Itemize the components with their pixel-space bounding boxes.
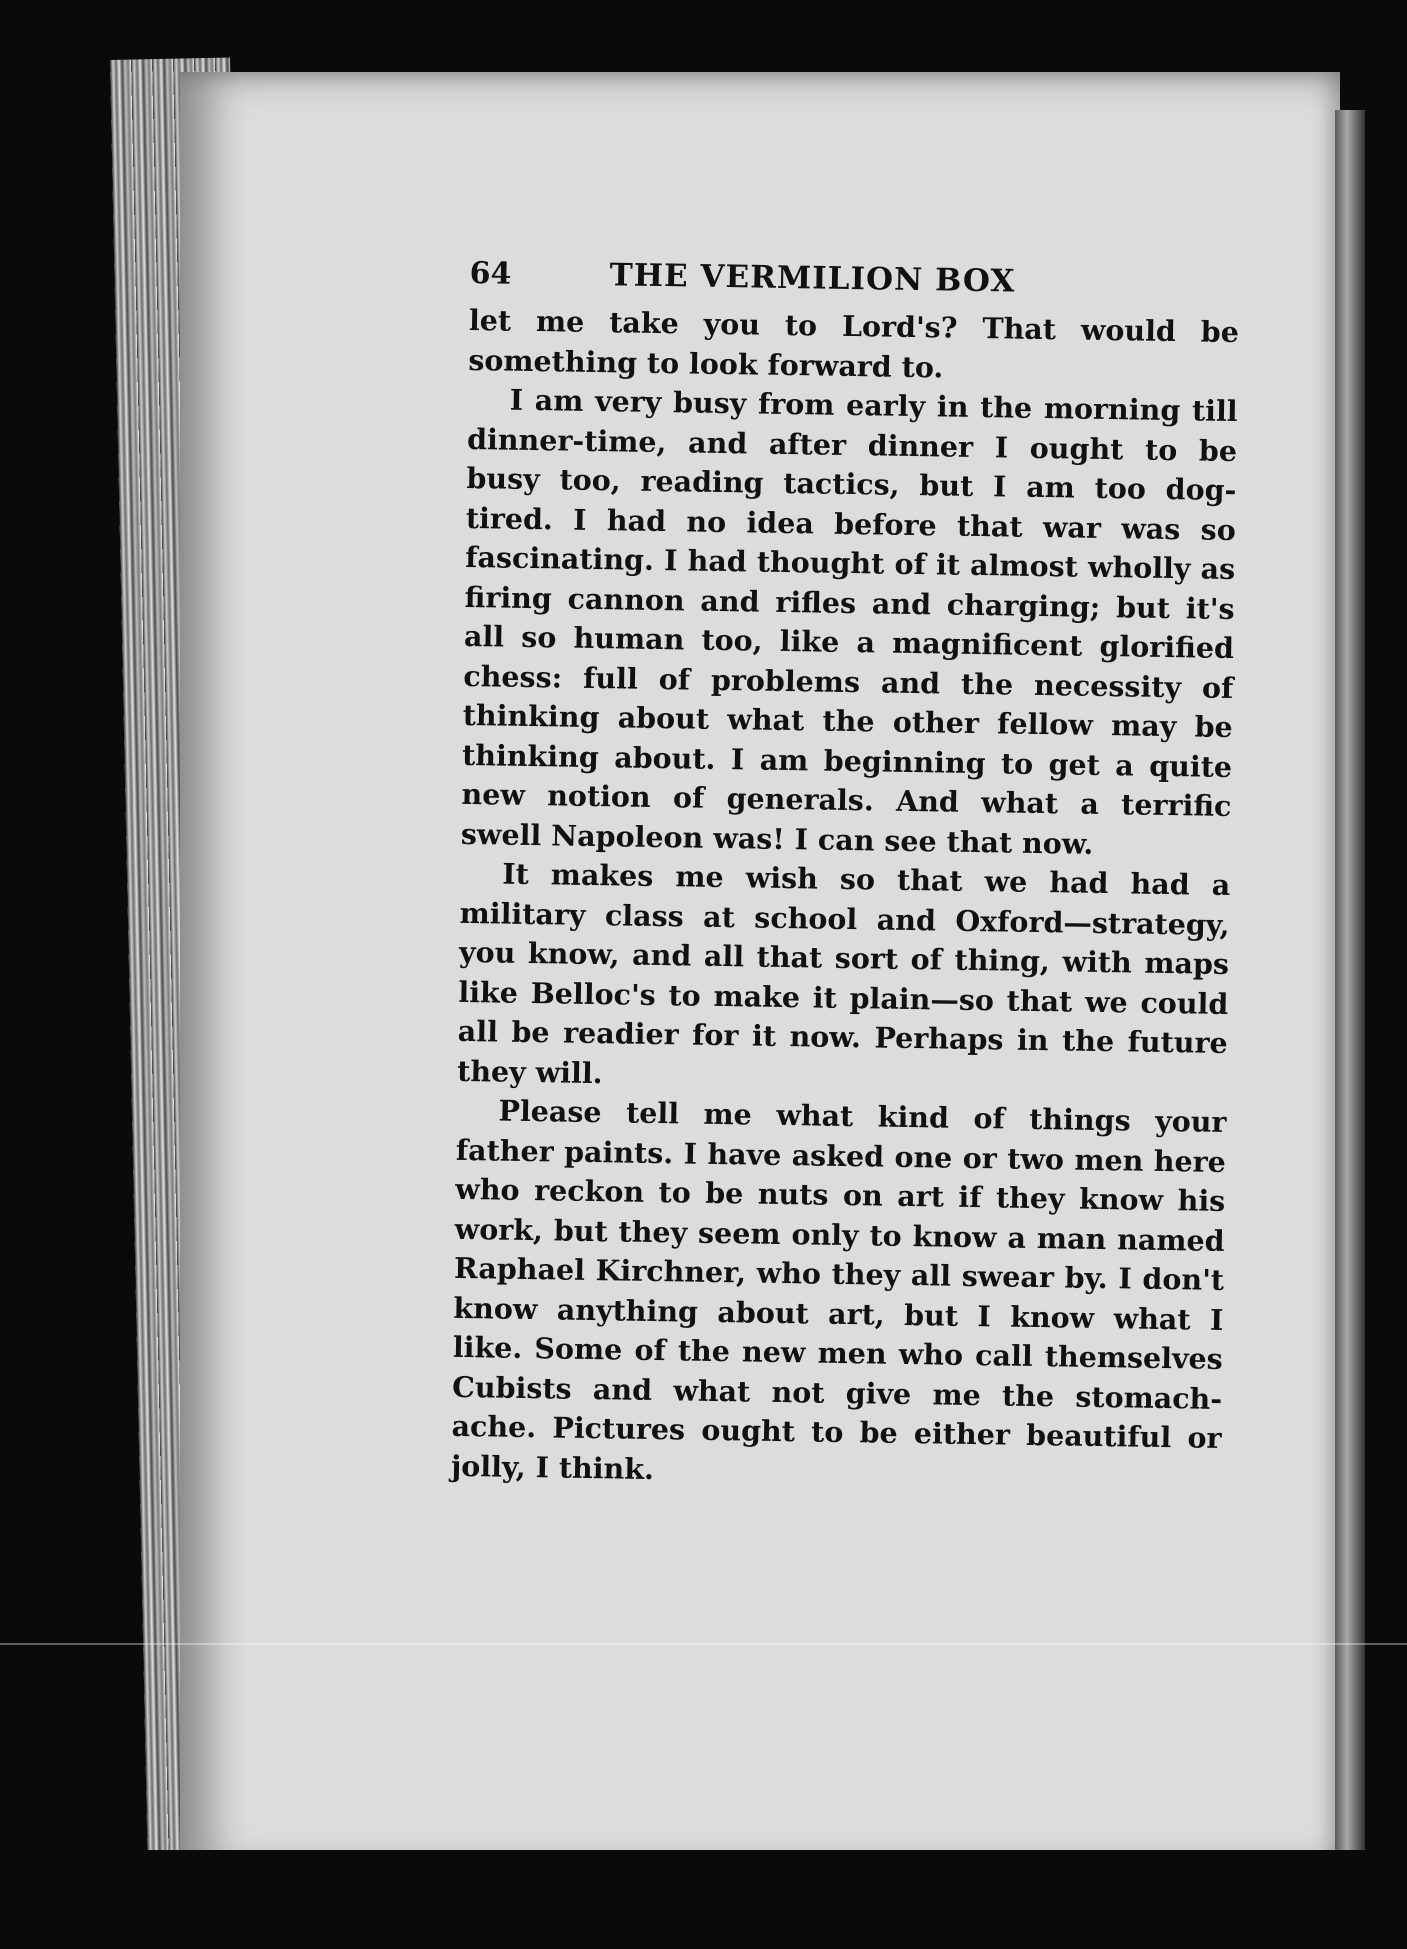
gutter-edge xyxy=(1335,110,1365,1880)
bottom-shadow xyxy=(120,1850,1400,1949)
paragraph-2: I am very busy from early in the morning till dinner-time, and after dinner I ought to be busy too, reading tactics, but I am too dog-tired. I had no idea before that war was so fascinating. I had thought of it almost wholly as firing cannon and rifles and charging; but it's all so human too, like a magnificent glorified chess: full of problems and the necessity of thinking about what the other fellow may be thinking about. I am beginning to get a quite new notion of generals. And what a terrific swell Napoleon was! I can see that now. xyxy=(460,382,1238,861)
running-title: THE VERMILION BOX xyxy=(609,257,1016,300)
paragraph-4: Please tell me what kind of things your father paints. I have asked one or two men here who reckon to be nuts on art if they know his work, but they seem only to know a man named Raphael Kirchner, who they all swear by. I don't know anything about art, but I know what I like. Some of the new men who call themselves Cubists and what not give me the stomach-ache. Pictures ought to be either beautiful or jolly, I think. xyxy=(450,1093,1227,1486)
scan-line-artifact xyxy=(0,1643,1407,1645)
page-text-block xyxy=(451,255,1240,1498)
page-number: 64 xyxy=(469,255,512,292)
paragraph-3: It makes me wish so that we had had a military class at school and Oxford—strategy, you know, and all that sort of thing, with maps like Belloc's to make it plain—so that we could all be readier for it now. Perhaps in the future they will. xyxy=(456,856,1231,1090)
paragraph-1: let me take you to Lord's? That would be something to look forward to. xyxy=(468,302,1240,384)
